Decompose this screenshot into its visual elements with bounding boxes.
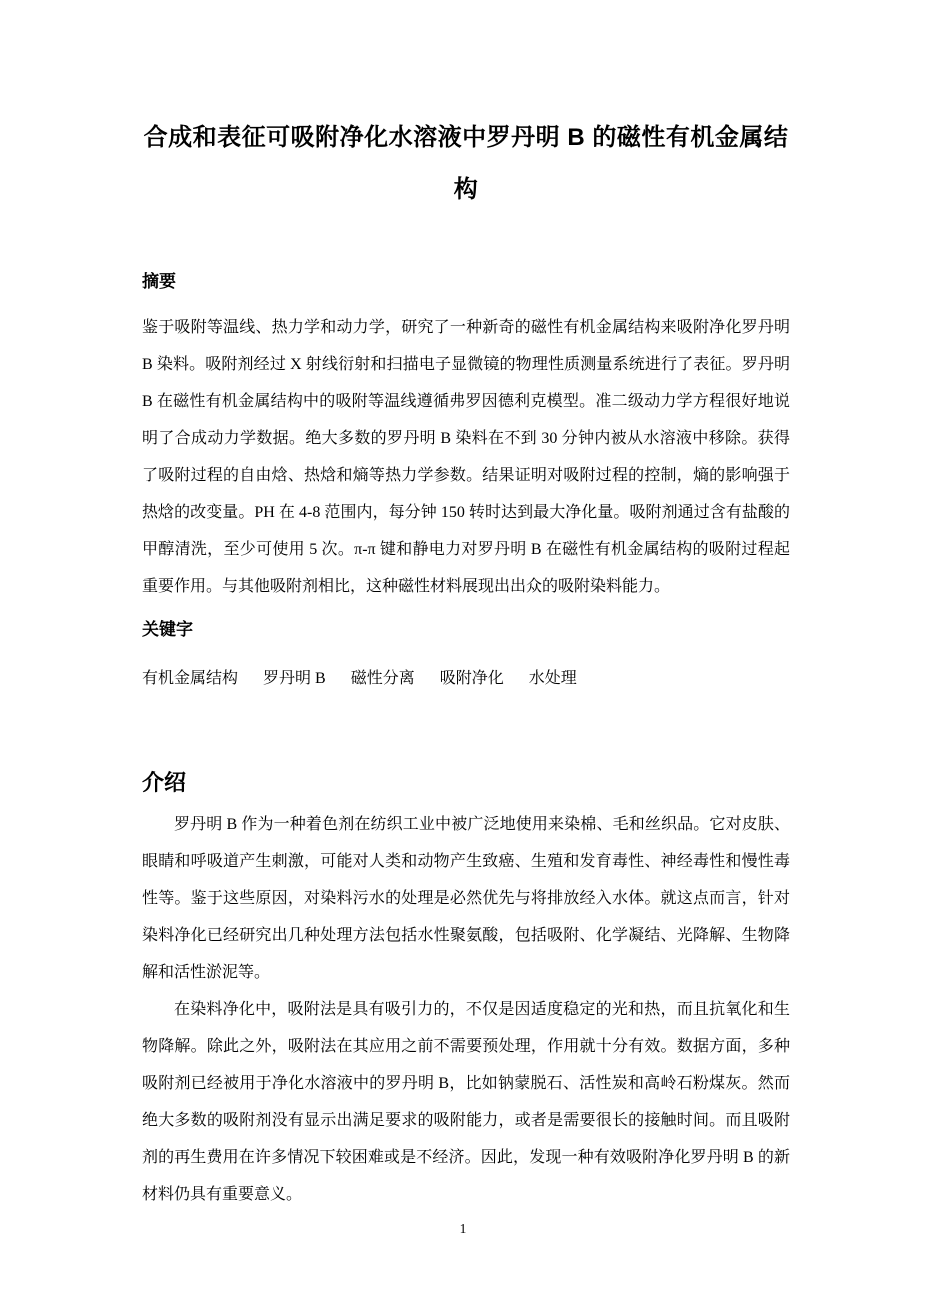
- introduction-paragraph: 在染料净化中，吸附法是具有吸引力的，不仅是因适度稳定的光和热，而且抗氧化和生物降解。除此之外，吸附法在其应用之前不需要预处理，作用就十分有效。数据方面，多种吸附剂已经被用于净化水溶液中的罗丹明 B，比如钠蒙脱石、活性炭和高岭石粉煤灰。然而绝大多数的吸附剂没有显示出满足要求的吸附能力，或者是需要很长的接触时间。而且吸附剂的再生费用在许多情况下较困难或是不经济。因此，发现一种有效吸附净化罗丹明 B 的新材料仍具有重要意义。: [142, 1001, 790, 1203]
- keywords-list: [142, 660, 790, 697]
- introduction-paragraph: 罗丹明 B 作为一种着色剂在纺织工业中被广泛地使用来染棉、毛和丝织品。它对皮肤、眼睛和呼吸道产生刺激，可能对人类和动物产生致癌、生殖和发育毒性、神经毒性和慢性毒性等。鉴于这些原因，对染料污水的处理是必然优先与将排放经入水体。就这点而言，针对染料净化已经研究出几种处理方法包括水性聚氨酸，包括吸附、化学凝结、光降解、生物降解和活性淤泥等。: [142, 816, 790, 981]
- document-title: 合成和表征可吸附净化水溶液中罗丹明 B 的磁性有机金属结构: [143, 124, 789, 203]
- introduction-heading: 介绍: [142, 770, 187, 795]
- page-number: 1: [459, 1221, 467, 1236]
- document-content: [142, 0, 790, 1213]
- abstract-text: 鉴于吸附等温线、热力学和动力学，研究了一种新奇的磁性有机金属结构来吸附净化罗丹明 B 染料。吸附剂经过 X 射线衍射和扫描电子显微镜的物理性质测量系统进行了表征。罗丹明 B 在磁性有机金属结构中的吸附等温线遵循弗罗因德利克模型。准二级动力学方程很好地说明了合成动力学数据。绝大多数的罗丹明 B 染料在不到 30 分钟内被从水溶液中移除。获得了吸附过程的自由焓、热焓和熵等热力学参数。结果证明对吸附过程的控制，熵的影响强于热焓的改变量。PH 在 4-8 范围内，每分钟 150 转时达到最大净化量。吸附剂通过含有盐酸的甲醇清洗，至少可使用 5 次。π-π 键和静电力对罗丹明 B 在磁性有机金属结构的吸附过程起重要作用。与其他吸附剂相比，这种磁性材料展现出出众的吸附染料能力。: [142, 319, 790, 595]
- keyword-item: 罗丹明 B: [263, 670, 326, 687]
- abstract-heading: 摘要: [142, 272, 176, 291]
- keyword-item: 吸附净化: [439, 670, 504, 687]
- keyword-item: 磁性分离: [350, 670, 415, 687]
- keyword-item: 水处理: [528, 670, 577, 687]
- keywords-heading: 关键字: [142, 620, 193, 639]
- keyword-item: 有机金属结构: [142, 670, 239, 687]
